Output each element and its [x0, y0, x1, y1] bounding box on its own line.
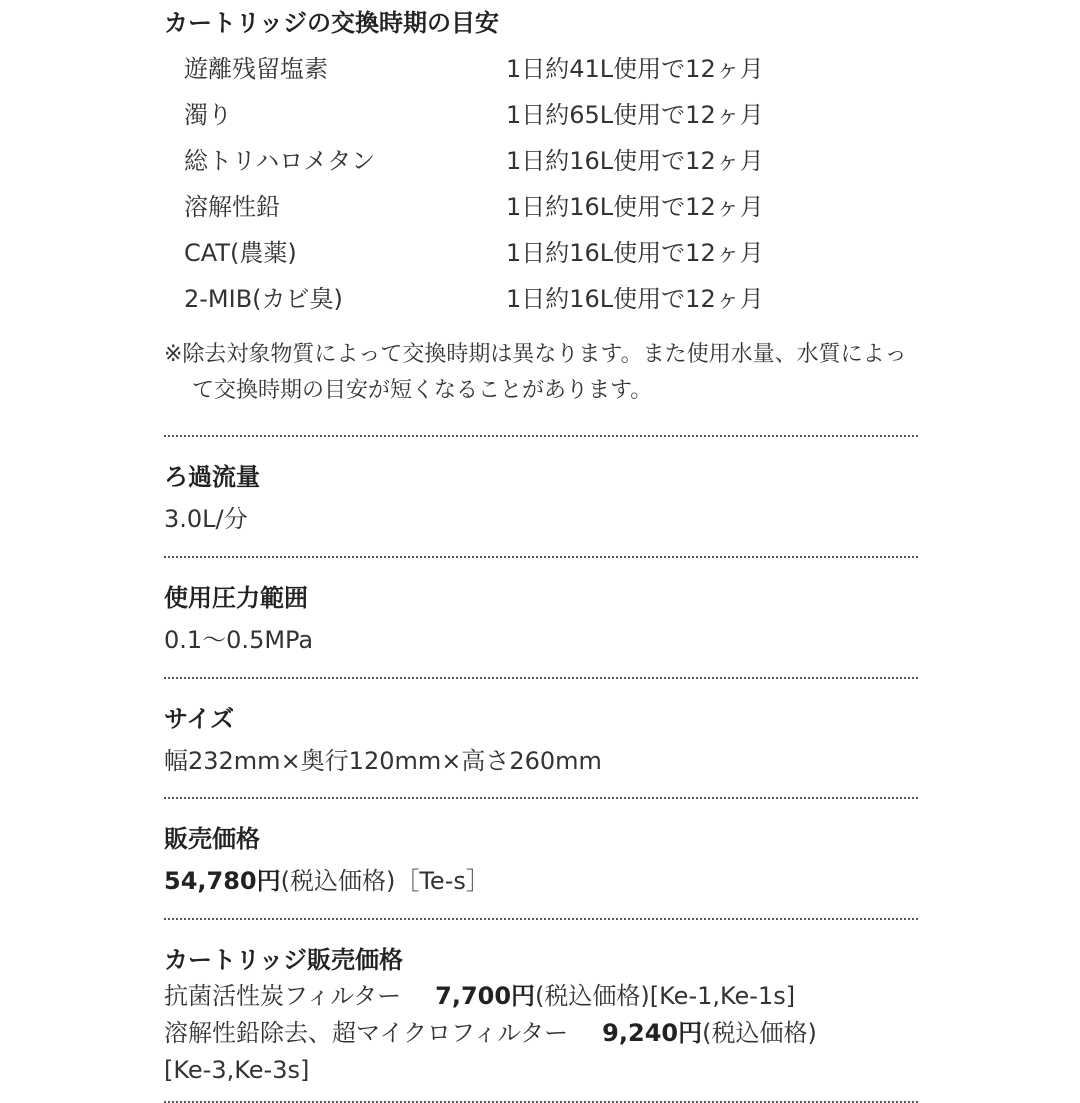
schedule-item-value: 1日約16L使用で12ヶ月	[506, 238, 764, 267]
cartridge-price-line	[164, 978, 918, 1015]
spec-content	[164, 0, 918, 1103]
flow-value: 3.0L/分	[164, 505, 248, 533]
price-line	[164, 867, 918, 896]
schedule-item-name: 2-MIB(カビ臭)	[184, 284, 343, 313]
cartridge-price-block	[164, 920, 918, 1089]
schedule-item-name: 溶解性鉛	[184, 192, 280, 221]
section-title-flow: ろ過流量	[164, 463, 260, 491]
price-block	[164, 799, 918, 896]
schedule-item-name: 遊離残留塩素	[184, 54, 328, 83]
schedule-row	[164, 43, 918, 89]
section-title-size: サイズ	[164, 704, 235, 733]
cartridge-name: 溶解性鉛除去、超マイクロフィルター	[164, 1019, 569, 1048]
schedule-item-name: 濁り	[184, 100, 232, 129]
schedule-item-name: CAT(農薬)	[184, 238, 297, 267]
schedule-item-value: 1日約16L使用で12ヶ月	[506, 146, 764, 175]
schedule-item-value: 1日約16L使用で12ヶ月	[506, 284, 764, 313]
schedule-row	[164, 227, 918, 273]
cartridge-suffix: (税込価格)[Ke-1,Ke-1s]	[535, 982, 796, 1011]
cartridge-amount: 7,700円	[435, 982, 536, 1011]
section-title-cartridge-price: カートリッジ販売価格	[164, 946, 404, 975]
cartridge-amount: 9,240円	[602, 1019, 703, 1048]
pressure-block	[164, 558, 918, 655]
cartridge-suffix: (税込価格)	[702, 1019, 817, 1048]
size-block	[164, 679, 918, 776]
replacement-note: ※除去対象物質によって交換時期は異なります。また使用水量、水質によって交換時期の目安が短くなることがあります。	[164, 342, 907, 403]
schedule-item-value: 1日約16L使用で12ヶ月	[506, 192, 764, 221]
cartridge-name: 抗菌活性炭フィルター	[164, 982, 402, 1011]
price-amount: 54,780円	[164, 867, 281, 896]
schedule-row	[164, 135, 918, 181]
schedule-item-name: 総トリハロメタン	[184, 146, 376, 175]
section-title-price: 販売価格	[164, 825, 260, 854]
schedule-row	[164, 89, 918, 135]
schedule-table	[164, 43, 918, 319]
cartridge-price-line	[164, 1015, 918, 1052]
schedule-row	[164, 273, 918, 319]
schedule-item-value: 1日約65L使用で12ヶ月	[506, 100, 764, 129]
price-suffix: (税込価格)［Te-s］	[280, 867, 490, 896]
flow-rate-block	[164, 437, 918, 534]
section-title-cartridge-schedule: カートリッジの交換時期の目安	[164, 9, 500, 37]
schedule-item-value: 1日約41L使用で12ヶ月	[506, 54, 764, 83]
schedule-row	[164, 181, 918, 227]
cartridge-model-codes: [Ke-3,Ke-3s]	[164, 1056, 310, 1085]
pressure-value: 0.1〜0.5MPa	[164, 625, 314, 654]
section-title-pressure: 使用圧力範囲	[164, 583, 308, 612]
size-value: 幅232mm×奥行120mm×高さ260mm	[164, 746, 602, 775]
